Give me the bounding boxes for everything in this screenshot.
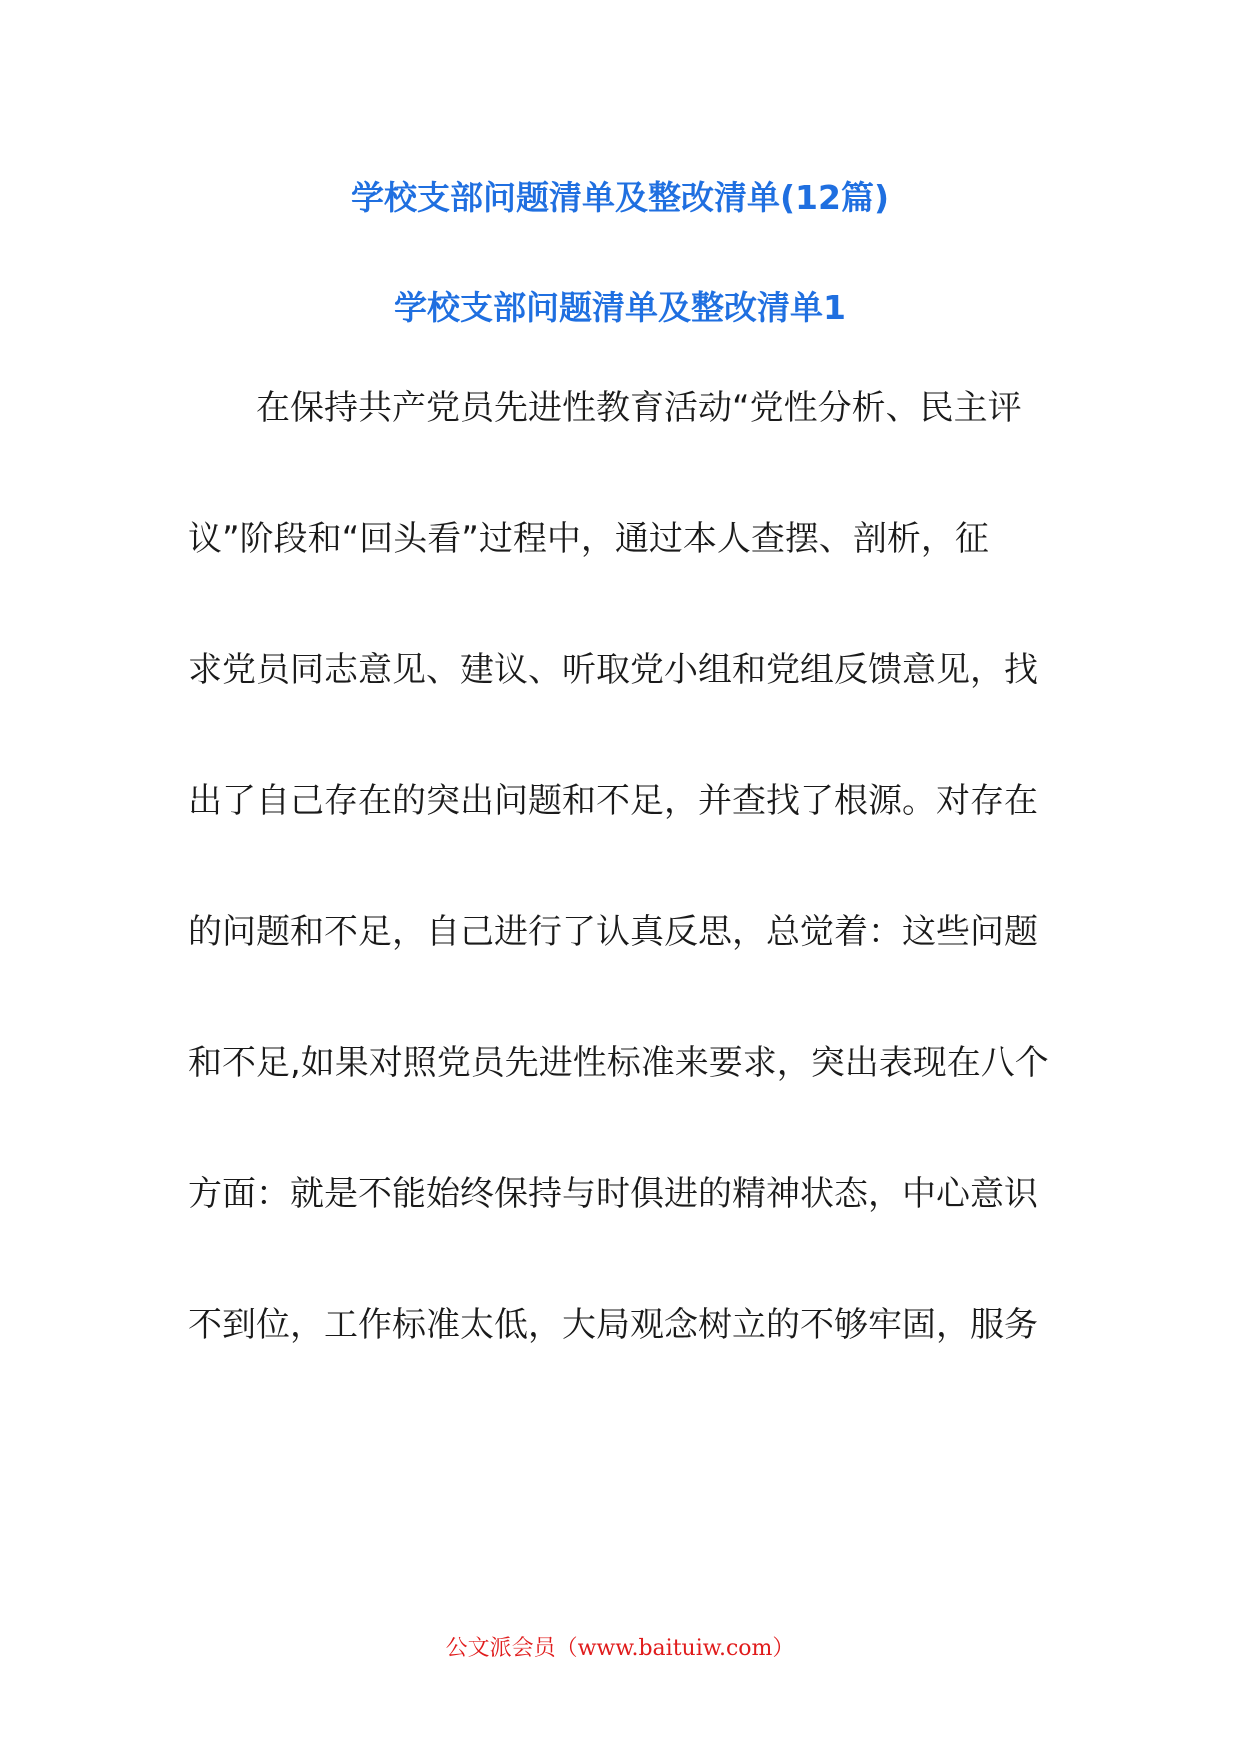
page-footer: 公文派会员（www.baituiw.com） [445,1636,795,1661]
paragraph-line: 方面：就是不能始终保持与时俱进的精神状态，中心意识 [188,1174,1038,1214]
paragraph-line: 求党员同志意见、建议、听取党小组和党组反馈意见，找 [188,650,1038,690]
paragraph-line: 不到位，工作标准太低，大局观念树立的不够牢固，服务 [188,1305,1038,1345]
section-title: 学校支部问题清单及整改清单1 [394,288,846,327]
paragraph-line: 在保持共产党员先进性教育活动“党性分析、民主评 [256,388,1022,428]
paragraph-line: 的问题和不足，自己进行了认真反思，总觉着：这些问题 [188,912,1038,952]
body-paragraph [188,383,1058,1431]
paragraph-line: 议”阶段和“回头看”过程中，通过本人查摆、剖析，征 [188,519,989,559]
document-title: 学校支部问题清单及整改清单(12篇) [350,178,890,217]
paragraph-line: 出了自己存在的突出问题和不足，并查找了根源。对存在 [188,781,1038,821]
paragraph-line: 和不足,如果对照党员先进性标准来要求，突出表现在八个 [188,1043,1049,1083]
